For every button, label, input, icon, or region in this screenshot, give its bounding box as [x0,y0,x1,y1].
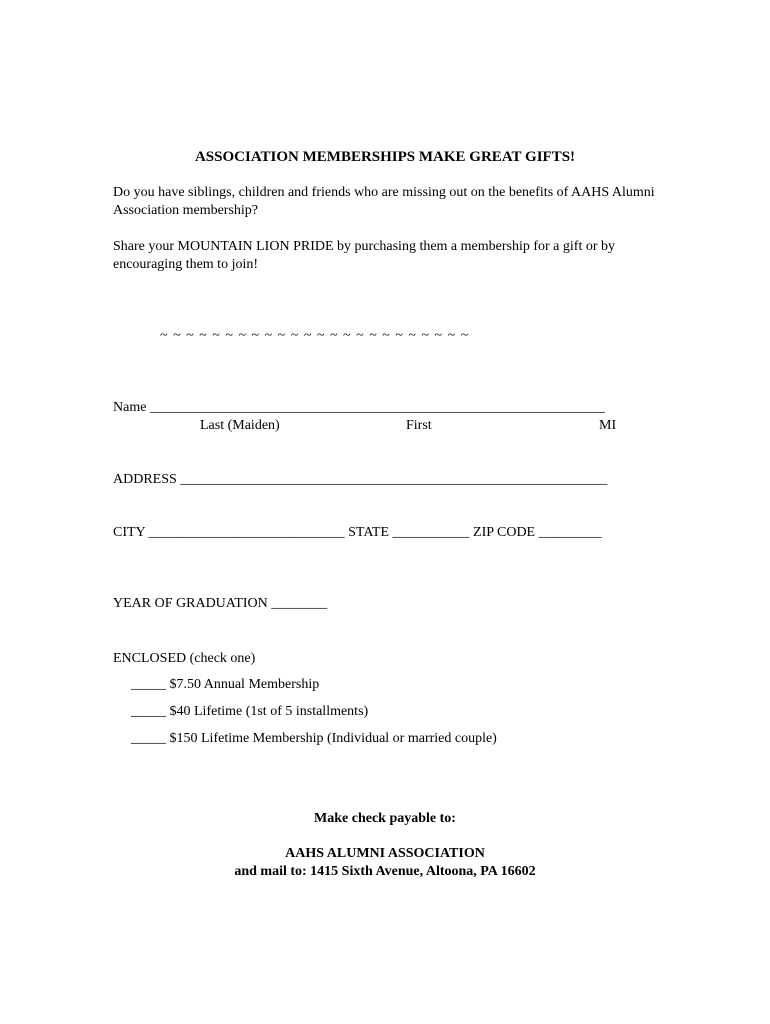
option-lifetime-membership[interactable]: _____ $150 Lifetime Membership (Individual or married couple) [131,731,497,746]
association-name: AAHS ALUMNI ASSOCIATION [285,846,485,861]
payable-heading: Make check payable to: [314,811,456,826]
intro-paragraph-2: Share your MOUNTAIN LION PRIDE by purchasing them a membership for a gift or by encouraging them to join! [113,239,615,272]
address-field-line[interactable]: ADDRESS _____________________________________________________________ [113,472,608,487]
enclosed-label: ENCLOSED (check one) [113,651,256,666]
option-lifetime-installments[interactable]: _____ $40 Lifetime (1st of 5 installments) [131,704,369,719]
name-field-line[interactable]: Name _________________________________________________________________ [113,400,605,415]
intro-paragraph-1: Do you have siblings, children and friends who are missing out on the benefits of AAHS Alumni Association membership? [113,185,655,218]
name-sublabel-last: Last (Maiden) [200,418,280,433]
city-state-zip-line[interactable]: CITY ____________________________ STATE ___________ ZIP CODE _________ [113,525,602,540]
year-of-graduation-line[interactable]: YEAR OF GRADUATION ________ [113,596,328,611]
name-sublabel-mi: MI [599,418,617,433]
mailing-address: and mail to: 1415 Sixth Avenue, Altoona, PA 16602 [234,864,536,879]
tilde-divider: ~ ~ ~ ~ ~ ~ ~ ~ ~ ~ ~ ~ ~ ~ ~ ~ ~ ~ ~ ~ ~ ~ ~ ~ [160,328,470,343]
name-sublabel-first: First [406,418,432,433]
option-annual-membership[interactable]: _____ $7.50 Annual Membership [131,677,320,692]
page-title: ASSOCIATION MEMBERSHIPS MAKE GREAT GIFTS! [194,149,576,165]
